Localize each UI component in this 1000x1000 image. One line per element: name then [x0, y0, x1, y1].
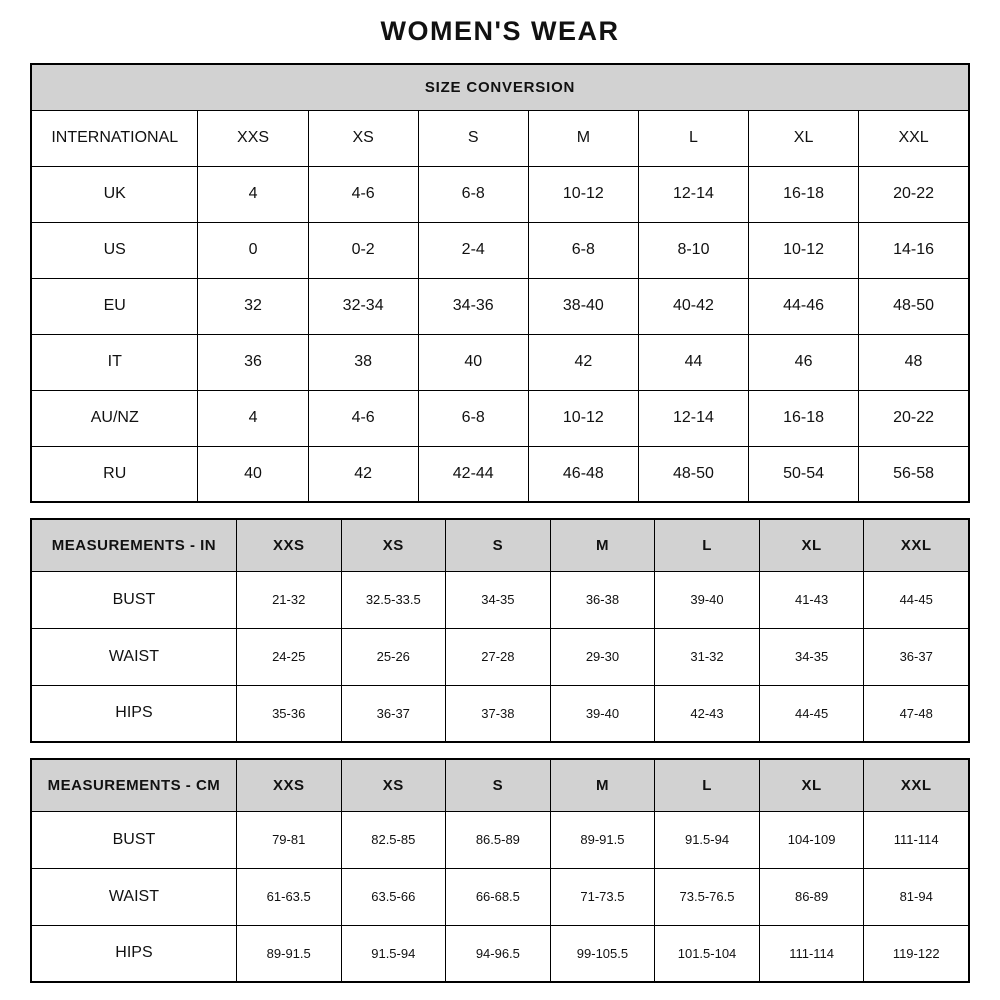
column-header: L [655, 519, 760, 571]
table-row [31, 278, 969, 334]
size-cell: 14-16 [859, 222, 969, 278]
size-cell: 48-50 [638, 446, 748, 502]
table-row [31, 685, 969, 742]
size-cell: 16-18 [749, 390, 859, 446]
measurement-cell: 89-91.5 [236, 925, 341, 982]
size-cell: 32 [198, 278, 308, 334]
measurement-cell: 31-32 [655, 628, 760, 685]
measurement-cell: 36-37 [341, 685, 446, 742]
measurement-cell: 111-114 [759, 925, 864, 982]
size-cell: 40 [198, 446, 308, 502]
measurement-cell: 82.5-85 [341, 811, 446, 868]
table-row [31, 925, 969, 982]
measurement-cell: 36-38 [550, 571, 655, 628]
size-cell: 0 [198, 222, 308, 278]
size-cell: 40 [418, 334, 528, 390]
measurement-cell: 29-30 [550, 628, 655, 685]
measurement-cell: 99-105.5 [550, 925, 655, 982]
table-row [31, 811, 969, 868]
measurement-cell: 24-25 [236, 628, 341, 685]
size-cell: 12-14 [638, 390, 748, 446]
measurement-cell: 89-91.5 [550, 811, 655, 868]
row-label: RU [31, 446, 198, 502]
size-cell: 8-10 [638, 222, 748, 278]
row-label: BUST [31, 571, 236, 628]
column-header: XS [341, 519, 446, 571]
measurement-cell: 63.5-66 [341, 868, 446, 925]
size-cell: 10-12 [528, 166, 638, 222]
row-label: HIPS [31, 685, 236, 742]
table-row [31, 390, 969, 446]
size-cell: 46-48 [528, 446, 638, 502]
measurement-cell: 86.5-89 [446, 811, 551, 868]
column-header: XXS [198, 110, 308, 166]
size-cell: 20-22 [859, 390, 969, 446]
measurement-cell: 25-26 [341, 628, 446, 685]
size-cell: 10-12 [749, 222, 859, 278]
row-label: IT [31, 334, 198, 390]
measurement-cell: 47-48 [864, 685, 969, 742]
measurement-cell: 44-45 [759, 685, 864, 742]
column-header: XL [759, 519, 864, 571]
table-row [31, 868, 969, 925]
measurements-in-title: MEASUREMENTS - IN [31, 519, 236, 571]
column-header: XXL [859, 110, 969, 166]
column-header-row [31, 519, 969, 571]
size-conversion-title: SIZE CONVERSION [31, 64, 969, 110]
measurement-cell: 66-68.5 [446, 868, 551, 925]
column-header: XXL [864, 519, 969, 571]
table-row [31, 334, 969, 390]
size-cell: 48-50 [859, 278, 969, 334]
measurement-cell: 91.5-94 [341, 925, 446, 982]
size-cell: 4 [198, 390, 308, 446]
size-cell: 42-44 [418, 446, 528, 502]
measurement-cell: 27-28 [446, 628, 551, 685]
size-cell: 46 [749, 334, 859, 390]
size-cell: 6-8 [418, 390, 528, 446]
column-header: XXL [864, 759, 969, 811]
row-label: WAIST [31, 868, 236, 925]
column-header: XS [308, 110, 418, 166]
size-cell: 38 [308, 334, 418, 390]
column-header: M [550, 519, 655, 571]
measurements-cm-table [30, 758, 970, 983]
measurement-cell: 101.5-104 [655, 925, 760, 982]
measurement-cell: 37-38 [446, 685, 551, 742]
page-title: WOMEN'S WEAR [380, 16, 620, 46]
measurement-cell: 104-109 [759, 811, 864, 868]
column-header-row [31, 110, 969, 166]
size-cell: 4 [198, 166, 308, 222]
row-label: HIPS [31, 925, 236, 982]
column-header: L [638, 110, 748, 166]
size-cell: 0-2 [308, 222, 418, 278]
measurement-cell: 61-63.5 [236, 868, 341, 925]
measurement-cell: 94-96.5 [446, 925, 551, 982]
row-label: AU/NZ [31, 390, 198, 446]
measurement-cell: 73.5-76.5 [655, 868, 760, 925]
measurement-cell: 34-35 [759, 628, 864, 685]
column-header: S [418, 110, 528, 166]
size-cell: 48 [859, 334, 969, 390]
column-header: S [446, 759, 551, 811]
size-cell: 42 [528, 334, 638, 390]
measurement-cell: 21-32 [236, 571, 341, 628]
table-row [31, 571, 969, 628]
measurement-cell: 79-81 [236, 811, 341, 868]
table-row [31, 222, 969, 278]
table-row [31, 628, 969, 685]
size-cell: 2-4 [418, 222, 528, 278]
column-header: XL [759, 759, 864, 811]
measurement-cell: 111-114 [864, 811, 969, 868]
measurement-cell: 81-94 [864, 868, 969, 925]
row-label: US [31, 222, 198, 278]
column-header: S [446, 519, 551, 571]
size-cell: 16-18 [749, 166, 859, 222]
size-cell: 44 [638, 334, 748, 390]
measurement-cell: 91.5-94 [655, 811, 760, 868]
measurements-cm-title: MEASUREMENTS - CM [31, 759, 236, 811]
measurement-cell: 44-45 [864, 571, 969, 628]
size-cell: 6-8 [418, 166, 528, 222]
size-cell: 44-46 [749, 278, 859, 334]
measurement-cell: 35-36 [236, 685, 341, 742]
size-conversion-table [30, 63, 970, 503]
size-cell: 34-36 [418, 278, 528, 334]
measurement-cell: 41-43 [759, 571, 864, 628]
measurement-cell: 86-89 [759, 868, 864, 925]
size-cell: 6-8 [528, 222, 638, 278]
measurement-cell: 36-37 [864, 628, 969, 685]
size-cell: 10-12 [528, 390, 638, 446]
measurement-cell: 32.5-33.5 [341, 571, 446, 628]
table-row [31, 64, 969, 110]
size-cell: 56-58 [859, 446, 969, 502]
row-label: EU [31, 278, 198, 334]
size-cell: 4-6 [308, 166, 418, 222]
column-header: XL [749, 110, 859, 166]
size-cell: 50-54 [749, 446, 859, 502]
measurement-cell: 71-73.5 [550, 868, 655, 925]
measurement-cell: 39-40 [655, 571, 760, 628]
size-cell: 32-34 [308, 278, 418, 334]
row-label: UK [31, 166, 198, 222]
column-header: XXS [236, 519, 341, 571]
column-header: INTERNATIONAL [31, 110, 198, 166]
size-cell: 38-40 [528, 278, 638, 334]
column-header: XXS [236, 759, 341, 811]
measurement-cell: 34-35 [446, 571, 551, 628]
column-header: M [528, 110, 638, 166]
size-cell: 40-42 [638, 278, 748, 334]
table-row [31, 446, 969, 502]
column-header: M [550, 759, 655, 811]
measurements-in-table [30, 518, 970, 743]
table-row [31, 166, 969, 222]
measurement-cell: 39-40 [550, 685, 655, 742]
column-header-row [31, 759, 969, 811]
measurement-cell: 119-122 [864, 925, 969, 982]
column-header: L [655, 759, 760, 811]
size-cell: 4-6 [308, 390, 418, 446]
size-cell: 20-22 [859, 166, 969, 222]
size-cell: 36 [198, 334, 308, 390]
measurement-cell: 42-43 [655, 685, 760, 742]
size-cell: 12-14 [638, 166, 748, 222]
row-label: WAIST [31, 628, 236, 685]
size-cell: 42 [308, 446, 418, 502]
row-label: BUST [31, 811, 236, 868]
column-header: XS [341, 759, 446, 811]
